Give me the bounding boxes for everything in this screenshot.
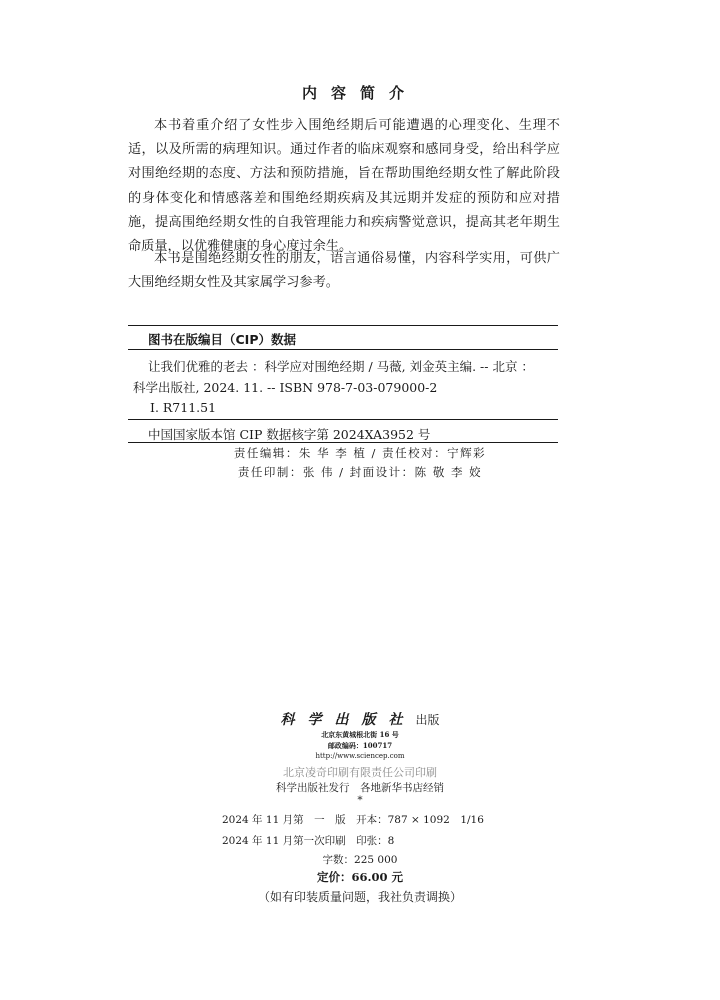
word-count: 字数：225 000 bbox=[322, 854, 398, 866]
price: 定价：66.00 元 bbox=[316, 870, 403, 884]
printer: 北京凌奇印刷有限责任公司印刷 bbox=[283, 766, 437, 779]
publisher-postcode: 邮政编码：100717 bbox=[327, 741, 393, 750]
cip-middle-rule bbox=[128, 419, 558, 420]
cip-line-2: 科学出版社, 2024. 11. -- ISBN 978-7-03-079000-2 bbox=[133, 380, 438, 395]
separator-star: * bbox=[357, 794, 363, 806]
cip-top-rule bbox=[128, 325, 558, 326]
cip-line-4: 中国国家版本馆 CIP 数据核字第 2024XA3952 号 bbox=[148, 427, 431, 442]
cip-header-rule bbox=[128, 349, 558, 350]
publisher-website: http://www.sciencep.com bbox=[315, 752, 405, 760]
cip-line-3: Ⅰ. R711.51 bbox=[150, 400, 217, 415]
distribution: 科学出版社发行 各地新华书店经销 bbox=[276, 782, 444, 794]
production-credits: 责任印制：张 伟 / 封面设计：陈 敬 李 姣 bbox=[237, 465, 483, 479]
page-title: 内容简介 bbox=[301, 84, 418, 102]
publish-suffix: 出版 bbox=[415, 713, 440, 727]
cip-header: 图书在版编目（CIP）数据 bbox=[148, 332, 296, 347]
editor-credits: 责任编辑：朱 华 李 植 / 责任校对：宁辉彩 bbox=[233, 446, 487, 460]
publisher-address: 北京东黄城根北街 16 号 bbox=[321, 730, 399, 739]
cip-line-1: 让我们优雅的老去 ：科学应对围绝经期 / 马薇, 刘金英主编. -- 北京 ： bbox=[148, 359, 534, 374]
printing-info: 2024 年 11 月第一次印刷 印张：8 bbox=[222, 835, 395, 847]
summary-paragraph-2: 本书是围绝经期女性的朋友，语言通俗易懂，内容科学实用，可供广大围绝经期女性及其家属学习参考。 bbox=[128, 251, 560, 291]
edition-info: 2024 年 11 月第 一 版 开本：787 × 1092 1/16 bbox=[222, 814, 484, 826]
publisher-line bbox=[0, 709, 720, 729]
quality-notice: （如有印装质量问题，我社负责调换） bbox=[257, 890, 462, 904]
cip-bottom-rule bbox=[128, 442, 558, 443]
publisher-logo: 科学出版社 bbox=[280, 712, 416, 728]
summary-paragraph-1: 本书着重介绍了女性步入围绝经期后可能遭遇的心理变化、生理不适，以及所需的病理知识。通过作者的临床观察和感同身受，给出科学应对围绝经期的态度、方法和预防措施，旨在帮助围绝经期女性了解此阶段的身体变化和情感落差和围绝经期疾病及其远期并发症的预防和应对措施，提高围绝经期女性的自我管理能力和疾病警觉意识，提高其老年期生命质量，以优雅健康的身心度过余生。 bbox=[128, 118, 560, 255]
